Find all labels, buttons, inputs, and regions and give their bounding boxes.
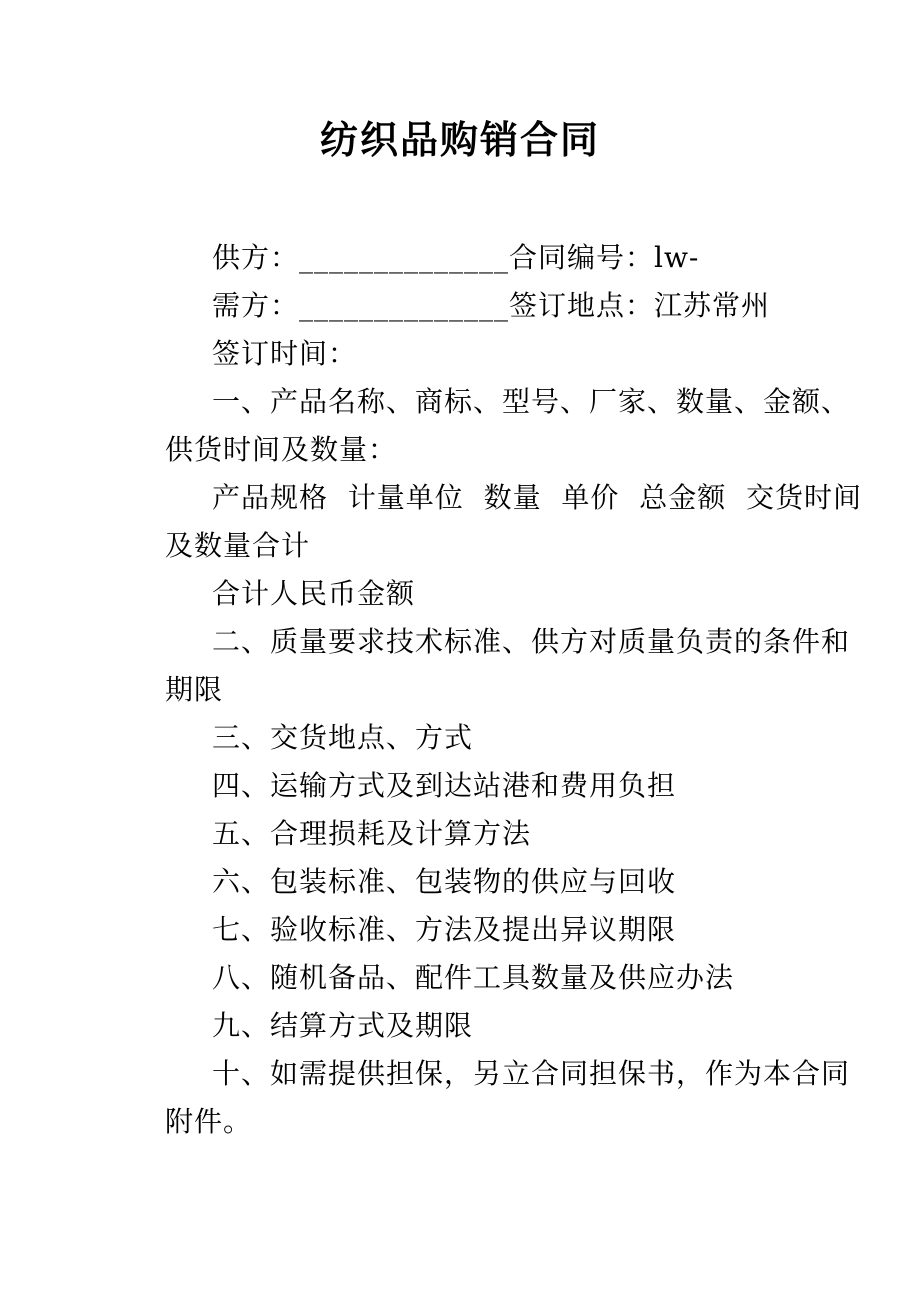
doc-line: 八、随机备品、配件工具数量及供应办法 [212,961,735,994]
doc-line: 供货时间及数量： [165,433,398,466]
doc-line: 十、如需提供担保，另立合同担保书，作为本合同 [212,1057,851,1090]
doc-line: 期限 [165,673,224,706]
doc-line: 六、包装标准、包装物的供应与回收 [212,865,677,898]
doc-line: 产品规格 计量单位 数量 单价 总金额 交货时间 [212,481,863,514]
doc-line: 附件。 [165,1105,253,1138]
doc-line: 供方：______________合同编号：lw- [212,241,700,274]
doc-line: 四、运输方式及到达站港和费用负担 [212,769,677,802]
doc-line: 七、验收标准、方法及提出异议期限 [212,913,677,946]
doc-line: 签订时间： [212,337,358,370]
document-title: 纺织品购销合同 [319,117,600,162]
doc-line: 一、产品名称、商标、型号、厂家、数量、金额、 [212,385,851,418]
doc-line: 五、合理损耗及计算方法 [212,817,532,850]
doc-line: 合计人民币金额 [212,577,416,610]
doc-line: 及数量合计 [165,529,311,562]
doc-line: 需方：______________签订地点：江苏常州 [212,289,771,322]
doc-line: 三、交货地点、方式 [212,721,474,754]
doc-line: 二、质量要求技术标准、供方对质量负责的条件和 [212,625,851,658]
doc-line: 九、结算方式及期限 [212,1009,474,1042]
document-body [0,166,920,1146]
